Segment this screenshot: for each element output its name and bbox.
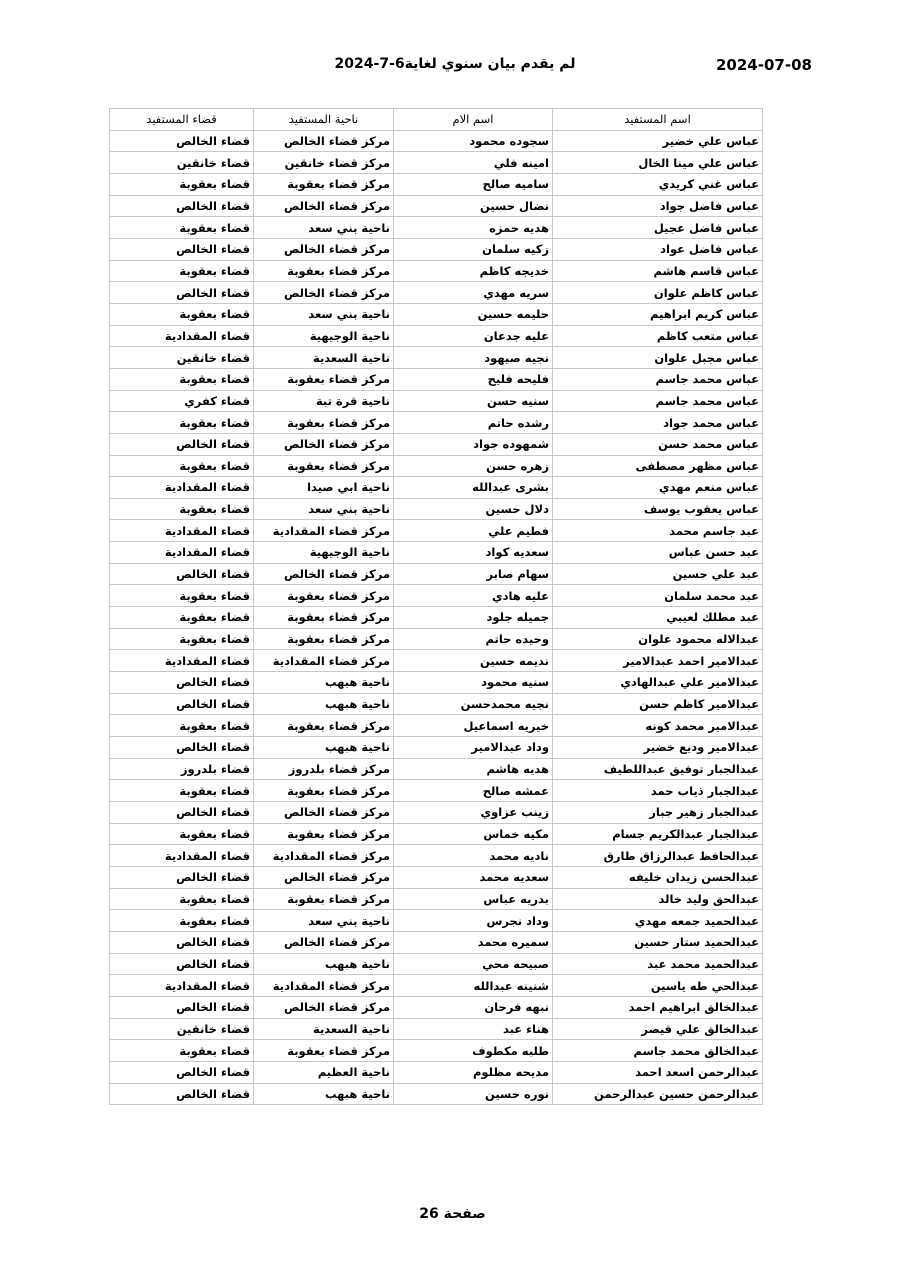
area-cell: مركز قضاء بلدروز <box>254 758 394 780</box>
table-row <box>110 1083 763 1105</box>
mother-cell: عمشه صالح <box>394 780 553 802</box>
district-cell: قضاء بعقوبة <box>110 412 254 434</box>
name-cell: عباس مظهر مصطفى <box>553 455 763 477</box>
area-cell: ناحية هبهب <box>254 1083 394 1105</box>
district-cell: قضاء خانقين <box>110 152 254 174</box>
name-cell: عبدالامير كاظم حسن <box>553 693 763 715</box>
district-cell: قضاء الخالص <box>110 238 254 260</box>
table-row <box>110 737 763 759</box>
mother-cell: عليه هادي <box>394 585 553 607</box>
mother-cell: امينه فلي <box>394 152 553 174</box>
mother-cell: خيريه اسماعيل <box>394 715 553 737</box>
table-row <box>110 130 763 152</box>
mother-cell: زهره حسن <box>394 455 553 477</box>
table-row <box>110 368 763 390</box>
mother-cell: طلبه مكطوف <box>394 1040 553 1062</box>
table-row <box>110 780 763 802</box>
mother-cell: نجيه محمدحسن <box>394 693 553 715</box>
mother-cell: سجوده محمود <box>394 130 553 152</box>
mother-cell: سعديه محمد <box>394 866 553 888</box>
name-cell: عبدالحق وليد خالد <box>553 888 763 910</box>
area-cell: مركز قضاء بعقوبة <box>254 368 394 390</box>
name-cell: عباس غني كريدي <box>553 173 763 195</box>
mother-cell: فليحه فليح <box>394 368 553 390</box>
area-cell: مركز قضاء الخالص <box>254 433 394 455</box>
table-row <box>110 650 763 672</box>
name-cell: عباس علي مينا الخال <box>553 152 763 174</box>
table-row <box>110 953 763 975</box>
area-cell: ناحية الوجيهية <box>254 325 394 347</box>
mother-cell: بشرى عبدالله <box>394 477 553 499</box>
name-cell: عبدالرحمن اسعد احمد <box>553 1061 763 1083</box>
district-cell: قضاء بعقوبة <box>110 823 254 845</box>
mother-cell: خديجه كاظم <box>394 260 553 282</box>
district-cell: قضاء الخالص <box>110 672 254 694</box>
area-cell: ناحية السعدية <box>254 1018 394 1040</box>
mother-cell: رشده حاتم <box>394 412 553 434</box>
mother-cell: عليه جدعان <box>394 325 553 347</box>
name-cell: عباس يعقوب يوسف <box>553 498 763 520</box>
district-cell: قضاء الخالص <box>110 931 254 953</box>
name-cell: عبدالرحمن حسين عبدالرحمن <box>553 1083 763 1105</box>
area-cell: ناحية بني سعد <box>254 217 394 239</box>
table-row <box>110 845 763 867</box>
table-row <box>110 498 763 520</box>
name-cell: عباس محمد حسن <box>553 433 763 455</box>
area-cell: ناحية بني سعد <box>254 498 394 520</box>
table-row <box>110 715 763 737</box>
table-row <box>110 888 763 910</box>
name-cell: عبد جاسم محمد <box>553 520 763 542</box>
name-cell: عباس منعم مهدي <box>553 477 763 499</box>
name-cell: عباس محمد جواد <box>553 412 763 434</box>
table-row <box>110 477 763 499</box>
area-cell: مركز قضاء بعقوبة <box>254 823 394 845</box>
name-cell: عباس علي خضير <box>553 130 763 152</box>
district-cell: قضاء بعقوبة <box>110 498 254 520</box>
name-cell: عباس فاضل عجيل <box>553 217 763 239</box>
name-cell: عباس كاظم علوان <box>553 282 763 304</box>
column-header-area: ناحية المستفيد <box>254 109 394 131</box>
column-header-district: قضاء المستفيد <box>110 109 254 131</box>
area-cell: ناحية بني سعد <box>254 303 394 325</box>
name-cell: عبدالحميد محمد عبد <box>553 953 763 975</box>
mother-cell: وداد عبدالامير <box>394 737 553 759</box>
mother-cell: وحيده حاتم <box>394 628 553 650</box>
name-cell: عبد محمد سلمان <box>553 585 763 607</box>
name-cell: عبد حسن عباس <box>553 542 763 564</box>
table-row <box>110 802 763 824</box>
table-row <box>110 455 763 477</box>
mother-cell: سميره محمد <box>394 931 553 953</box>
name-cell: عبدالحي طه ياسين <box>553 975 763 997</box>
name-cell: عبدالامير وديع خضير <box>553 737 763 759</box>
column-header-name: اسم المستفيد <box>553 109 763 131</box>
mother-cell: زكيه سلمان <box>394 238 553 260</box>
table-row <box>110 1018 763 1040</box>
name-cell: عبد مطلك لعيبي <box>553 607 763 629</box>
district-cell: قضاء بعقوبة <box>110 217 254 239</box>
mother-cell: ساميه صالح <box>394 173 553 195</box>
name-cell: عبدالحافظ عبدالرزاق طارق <box>553 845 763 867</box>
area-cell: ناحية بني سعد <box>254 910 394 932</box>
mother-cell: صبيحه محي <box>394 953 553 975</box>
name-cell: عبدالجبار زهير جبار <box>553 802 763 824</box>
mother-cell: ناديه محمد <box>394 845 553 867</box>
name-cell: عبدالخالق ابراهيم احمد <box>553 996 763 1018</box>
table-row <box>110 1061 763 1083</box>
report-date: 2024-07-08 <box>716 56 812 74</box>
district-cell: قضاء بعقوبة <box>110 585 254 607</box>
area-cell: مركز قضاء الخالص <box>254 563 394 585</box>
area-cell: مركز قضاء بعقوبة <box>254 628 394 650</box>
area-cell: مركز قضاء بعقوبة <box>254 1040 394 1062</box>
name-cell: عبدالجبار ذياب حمد <box>553 780 763 802</box>
district-cell: قضاء الخالص <box>110 802 254 824</box>
district-cell: قضاء بعقوبة <box>110 715 254 737</box>
district-cell: قضاء الخالص <box>110 737 254 759</box>
area-cell: مركز قضاء بعقوبة <box>254 607 394 629</box>
mother-cell: بدريه عباس <box>394 888 553 910</box>
district-cell: قضاء خانقين <box>110 347 254 369</box>
name-cell: عبدالامير محمد كونه <box>553 715 763 737</box>
report-title: لم يقدم بيان سنوي لغاية6-7-2024 <box>334 56 576 72</box>
table-row <box>110 866 763 888</box>
district-cell: قضاء المقدادية <box>110 845 254 867</box>
table-row <box>110 433 763 455</box>
area-cell: مركز قضاء المقدادية <box>254 845 394 867</box>
mother-cell: سعديه كواد <box>394 542 553 564</box>
district-cell: قضاء الخالص <box>110 433 254 455</box>
mother-cell: شمهوده جواد <box>394 433 553 455</box>
area-cell: مركز قضاء الخالص <box>254 130 394 152</box>
area-cell: مركز قضاء خانقين <box>254 152 394 174</box>
name-cell: عبد علي حسين <box>553 563 763 585</box>
district-cell: قضاء المقدادية <box>110 650 254 672</box>
table-row <box>110 823 763 845</box>
area-cell: مركز قضاء المقدادية <box>254 975 394 997</box>
district-cell: قضاء بعقوبة <box>110 780 254 802</box>
area-cell: ناحية هبهب <box>254 953 394 975</box>
area-cell: مركز قضاء الخالص <box>254 931 394 953</box>
table-row <box>110 628 763 650</box>
area-cell: مركز قضاء الخالص <box>254 866 394 888</box>
mother-cell: فطيم علي <box>394 520 553 542</box>
area-cell: مركز قضاء بعقوبة <box>254 455 394 477</box>
mother-cell: دلال حسين <box>394 498 553 520</box>
table-header-row <box>110 109 763 131</box>
name-cell: عباس كريم ابراهيم <box>553 303 763 325</box>
name-cell: عبدالحسن زيدان خليفه <box>553 866 763 888</box>
area-cell: مركز قضاء المقدادية <box>254 520 394 542</box>
district-cell: قضاء بعقوبة <box>110 628 254 650</box>
mother-cell: نضال حسين <box>394 195 553 217</box>
name-cell: عباس فاضل جواد <box>553 195 763 217</box>
table-row <box>110 585 763 607</box>
district-cell: قضاء الخالص <box>110 693 254 715</box>
mother-cell: نديمه حسين <box>394 650 553 672</box>
name-cell: عباس فاضل عواد <box>553 238 763 260</box>
table-row <box>110 693 763 715</box>
table-row <box>110 931 763 953</box>
table-row <box>110 303 763 325</box>
table-row <box>110 260 763 282</box>
table-row <box>110 607 763 629</box>
table-row <box>110 282 763 304</box>
column-header-mother: اسم الام <box>394 109 553 131</box>
area-cell: مركز قضاء بعقوبة <box>254 260 394 282</box>
area-cell: ناحية السعدية <box>254 347 394 369</box>
mother-cell: هديه هاشم <box>394 758 553 780</box>
district-cell: قضاء خانقين <box>110 1018 254 1040</box>
mother-cell: سنيه حسن <box>394 390 553 412</box>
area-cell: مركز قضاء بعقوبة <box>254 173 394 195</box>
district-cell: قضاء الخالص <box>110 953 254 975</box>
district-cell: قضاء بعقوبة <box>110 1040 254 1062</box>
mother-cell: سريه مهدي <box>394 282 553 304</box>
mother-cell: شنينه عبدالله <box>394 975 553 997</box>
mother-cell: جميله جلود <box>394 607 553 629</box>
mother-cell: حليمه حسين <box>394 303 553 325</box>
mother-cell: نوره حسين <box>394 1083 553 1105</box>
district-cell: قضاء بلدروز <box>110 758 254 780</box>
district-cell: قضاء المقدادية <box>110 542 254 564</box>
area-cell: مركز قضاء بعقوبة <box>254 888 394 910</box>
name-cell: عباس محمد جاسم <box>553 390 763 412</box>
district-cell: قضاء الخالص <box>110 996 254 1018</box>
area-cell: ناحية هبهب <box>254 672 394 694</box>
table-row <box>110 975 763 997</box>
table-row <box>110 238 763 260</box>
district-cell: قضاء بعقوبة <box>110 910 254 932</box>
district-cell: قضاء الخالص <box>110 563 254 585</box>
table-row <box>110 173 763 195</box>
district-cell: قضاء الخالص <box>110 282 254 304</box>
name-cell: عبدالخالق محمد جاسم <box>553 1040 763 1062</box>
mother-cell: وداد نجرس <box>394 910 553 932</box>
name-cell: عبدالجبار توفيق عبداللطيف <box>553 758 763 780</box>
table-row <box>110 563 763 585</box>
area-cell: مركز قضاء بعقوبة <box>254 585 394 607</box>
mother-cell: سهام صابر <box>394 563 553 585</box>
district-cell: قضاء الخالص <box>110 1083 254 1105</box>
table-row <box>110 996 763 1018</box>
district-cell: قضاء المقدادية <box>110 520 254 542</box>
table-row <box>110 1040 763 1062</box>
table-row <box>110 520 763 542</box>
district-cell: قضاء بعقوبة <box>110 368 254 390</box>
name-cell: عبدالحميد جمعه مهدي <box>553 910 763 932</box>
name-cell: عبدالاله محمود علوان <box>553 628 763 650</box>
mother-cell: مديحه مظلوم <box>394 1061 553 1083</box>
name-cell: عبدالحميد ستار حسين <box>553 931 763 953</box>
district-cell: قضاء الخالص <box>110 866 254 888</box>
table-row <box>110 758 763 780</box>
district-cell: قضاء بعقوبة <box>110 173 254 195</box>
mother-cell: نبهه فرحان <box>394 996 553 1018</box>
area-cell: مركز قضاء الخالص <box>254 996 394 1018</box>
area-cell: مركز قضاء الخالص <box>254 195 394 217</box>
name-cell: عباس متعب كاظم <box>553 325 763 347</box>
name-cell: عباس محمد جاسم <box>553 368 763 390</box>
district-cell: قضاء بعقوبة <box>110 607 254 629</box>
name-cell: عباس قاسم هاشم <box>553 260 763 282</box>
name-cell: عبدالامير احمد عبدالامير <box>553 650 763 672</box>
table-row <box>110 672 763 694</box>
area-cell: مركز قضاء بعقوبة <box>254 412 394 434</box>
area-cell: ناحية هبهب <box>254 737 394 759</box>
table-row <box>110 412 763 434</box>
district-cell: قضاء الخالص <box>110 130 254 152</box>
area-cell: ناحية ابي صيدا <box>254 477 394 499</box>
mother-cell: سنيه محمود <box>394 672 553 694</box>
mother-cell: مكيه خماس <box>394 823 553 845</box>
table-row <box>110 390 763 412</box>
table-row <box>110 347 763 369</box>
area-cell: مركز قضاء الخالص <box>254 238 394 260</box>
district-cell: قضاء بعقوبة <box>110 888 254 910</box>
area-cell: مركز قضاء الخالص <box>254 282 394 304</box>
table-row <box>110 152 763 174</box>
beneficiaries-table <box>109 108 763 1105</box>
table-row <box>110 195 763 217</box>
mother-cell: هناء عبد <box>394 1018 553 1040</box>
district-cell: قضاء المقدادية <box>110 477 254 499</box>
district-cell: قضاء الخالص <box>110 195 254 217</box>
area-cell: ناحية قرة تبة <box>254 390 394 412</box>
area-cell: مركز قضاء بعقوبة <box>254 715 394 737</box>
name-cell: عبدالخالق علي قيصر <box>553 1018 763 1040</box>
area-cell: مركز قضاء الخالص <box>254 802 394 824</box>
district-cell: قضاء بعقوبة <box>110 455 254 477</box>
district-cell: قضاء كفري <box>110 390 254 412</box>
mother-cell: هديه حمزه <box>394 217 553 239</box>
table-row <box>110 542 763 564</box>
district-cell: قضاء بعقوبة <box>110 303 254 325</box>
area-cell: مركز قضاء المقدادية <box>254 650 394 672</box>
district-cell: قضاء بعقوبة <box>110 260 254 282</box>
name-cell: عبدالامير علي عبدالهادي <box>553 672 763 694</box>
area-cell: مركز قضاء بعقوبة <box>254 780 394 802</box>
page-number: صفحة 26 <box>419 1206 486 1222</box>
mother-cell: نجيه صيهود <box>394 347 553 369</box>
mother-cell: زينب عزاوي <box>394 802 553 824</box>
table-row <box>110 217 763 239</box>
table-row <box>110 325 763 347</box>
district-cell: قضاء الخالص <box>110 1061 254 1083</box>
name-cell: عباس مجبل علوان <box>553 347 763 369</box>
district-cell: قضاء المقدادية <box>110 325 254 347</box>
area-cell: ناحية الوجيهية <box>254 542 394 564</box>
table-row <box>110 910 763 932</box>
area-cell: ناحية هبهب <box>254 693 394 715</box>
name-cell: عبدالجبار عبدالكريم جسام <box>553 823 763 845</box>
district-cell: قضاء المقدادية <box>110 975 254 997</box>
area-cell: ناحية العظيم <box>254 1061 394 1083</box>
